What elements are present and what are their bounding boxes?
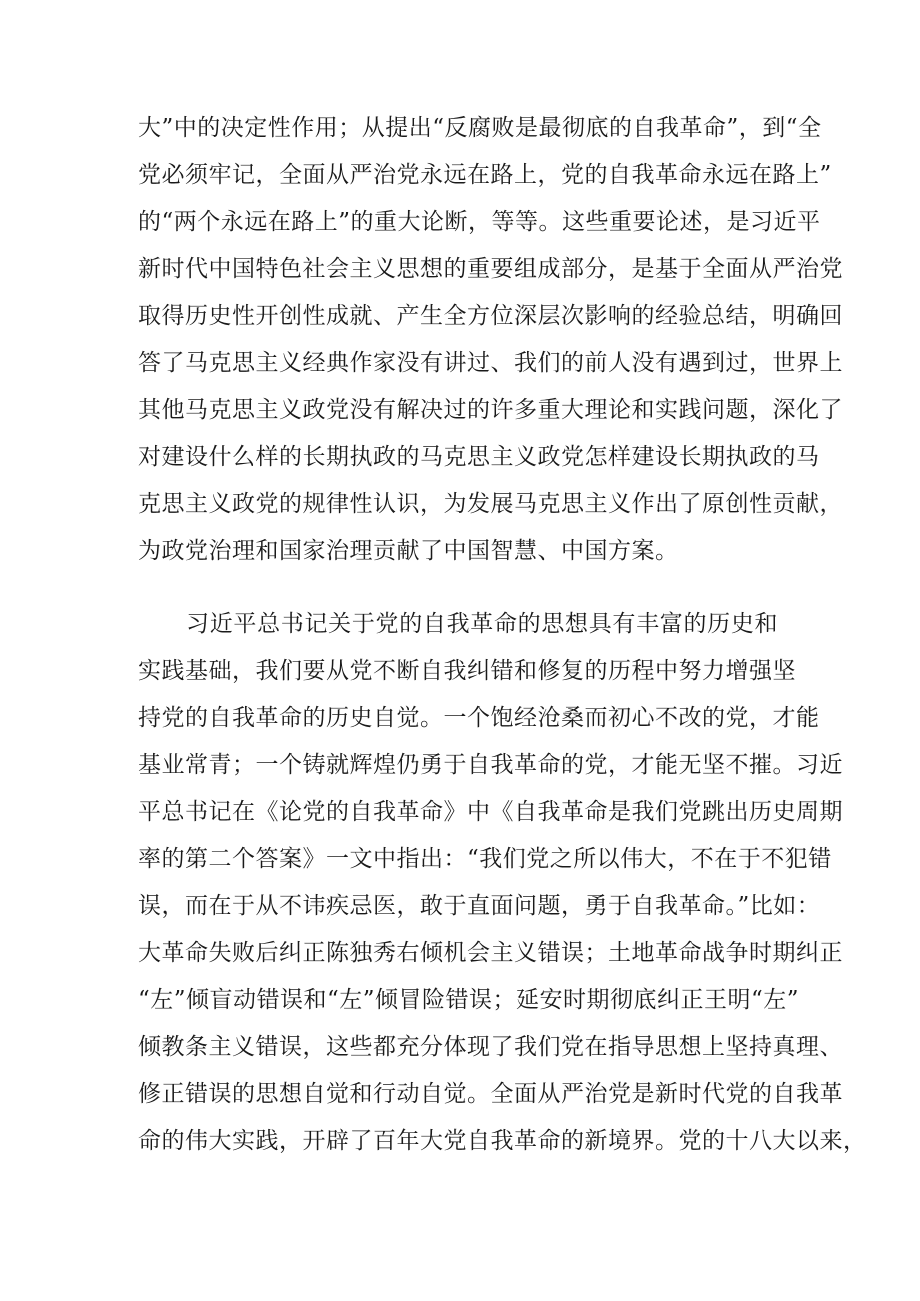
- paragraph-1-line: 大”中的决定性作用；从提出“反腐败是最彻底的自我革命”，到“全: [138, 115, 822, 141]
- paragraph-1-line: 对建设什么样的长期执政的马克思主义政党怎样建设长期执政的马: [138, 444, 820, 470]
- paragraph-2-line: 基业常青；一个铸就辉煌仍勇于自我革命的党，才能无坚不摧。习近: [138, 752, 843, 778]
- paragraph-2-line: “左”倾盲动错误和“左”倾冒险错误；延安时期彻底纠正王明“左”: [138, 987, 800, 1013]
- paragraph-2-line: 修正错误的思想自觉和行动自觉。全面从严治党是新时代党的自我革: [138, 1081, 843, 1107]
- paragraph-1-line: 为政党治理和国家治理贡献了中国智慧、中国方案。: [138, 538, 679, 564]
- paragraph-1-line: 新时代中国特色社会主义思想的重要组成部分，是基于全面从严治党: [138, 256, 843, 282]
- paragraph-1-line: 党必须牢记，全面从严治党永远在路上，党的自我革命永远在路上”: [138, 162, 832, 188]
- paragraph-1-line: 克思主义政党的规律性认识，为发展马克思主义作出了原创性贡献，: [138, 491, 843, 517]
- paragraph-2-line: 大革命失败后纠正陈独秀右倾机会主义错误；土地革命战争时期纠正: [138, 940, 843, 966]
- paragraph-2-line: 命的伟大实践，开辟了百年大党自我革命的新境界。党的十八大以来，: [138, 1128, 867, 1154]
- paragraph-1-line: 的“两个永远在路上”的重大论断，等等。这些重要论述，是习近平: [138, 209, 821, 235]
- paragraph-2-line: 持党的自我革命的历史自觉。一个饱经沧桑而初心不改的党，才能: [138, 705, 820, 731]
- paragraph-2-line: 率的第二个答案》一文中指出：“我们党之所以伟大，不在于不犯错: [138, 846, 832, 872]
- paragraph-2-line: 平总书记在《论党的自我革命》中《自我革命是我们党跳出历史周期: [138, 799, 843, 825]
- paragraph-1-line: 取得历史性开创性成就、产生全方位深层次影响的经验总结，明确回: [138, 303, 843, 329]
- paragraph-1-line: 答了马克思主义经典作家没有讲过、我们的前人没有遇到过，世界上: [138, 350, 843, 376]
- paragraph-2-line: 误，而在于从不讳疾忌医，敢于直面问题，勇于自我革命。”比如：: [138, 893, 821, 919]
- paragraph-2-line: 实践基础，我们要从党不断自我纠错和修复的历程中努力增强坚: [138, 658, 796, 684]
- paragraph-2-line: 倾教条主义错误，这些都充分体现了我们党在指导思想上坚持真理、: [138, 1034, 843, 1060]
- paragraph-2-line: 习近平总书记关于党的自我革命的思想具有丰富的历史和: [186, 611, 778, 637]
- paragraph-1-line: 其他马克思主义政党没有解决过的许多重大理论和实践问题，深化了: [138, 397, 843, 423]
